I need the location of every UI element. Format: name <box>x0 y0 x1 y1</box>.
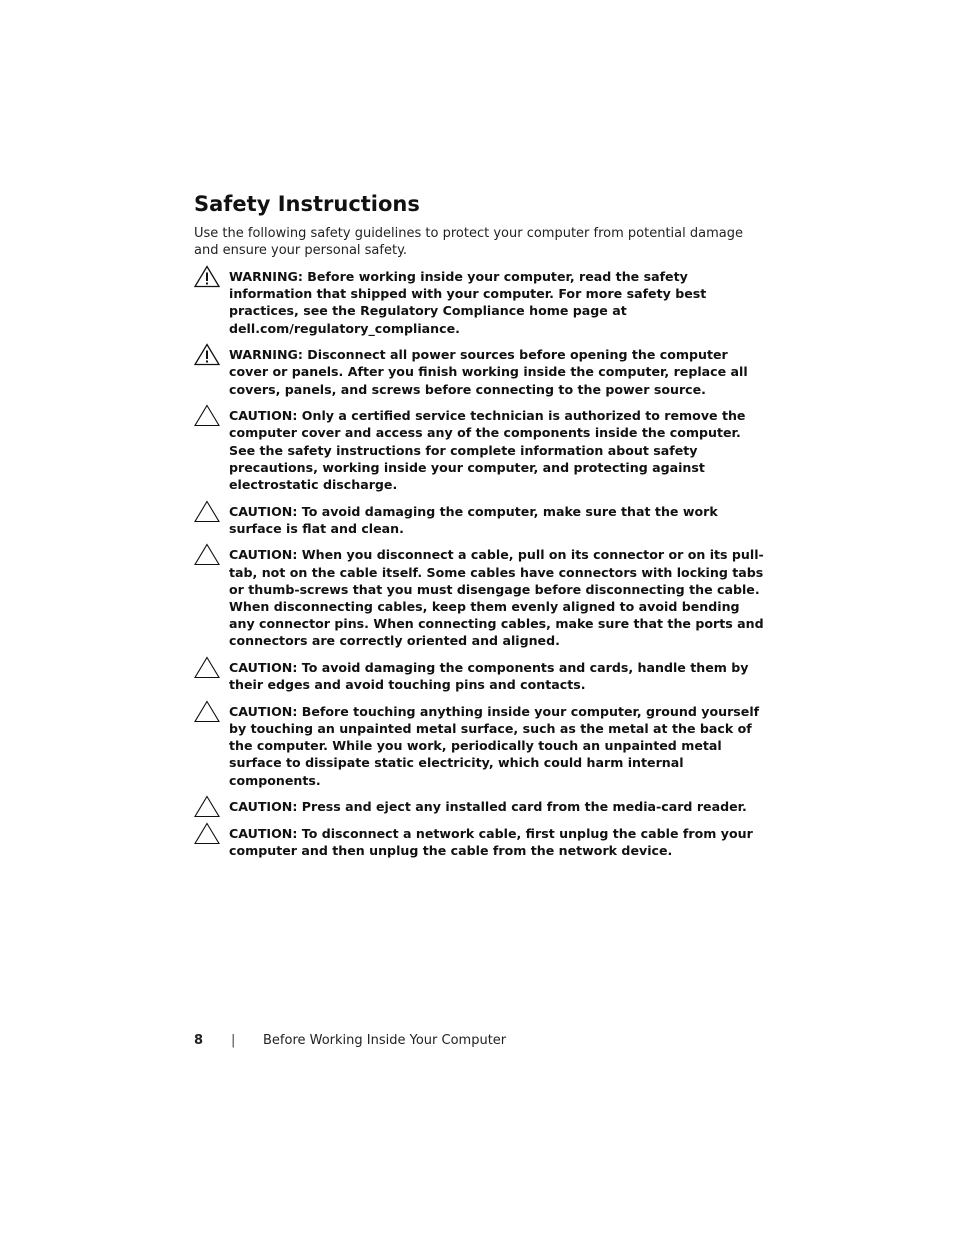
notice-text: CAUTION: Only a certified service technician is authorized to remove the computer cover and access any of the components inside the computer. See the safety instructions for complete information about safety precautions, working inside your computer, and protecting against electrostatic discharge. <box>229 408 746 493</box>
caution-notice <box>194 659 764 693</box>
caution-triangle-icon <box>194 795 220 818</box>
notice-text: CAUTION: To avoid damaging the components and cards, handle them by their edges and avoid touching pins and contacts. <box>229 660 749 693</box>
caution-notice <box>194 407 764 493</box>
notice-text: CAUTION: When you disconnect a cable, pull on its connector or on its pull-tab, not on the cable itself. Some cables have connectors with locking tabs or thumb-screws that you must disengage before disconnecting the cable. When disconnecting cables, keep them evenly aligned to avoid bending any connector pins. When connecting cables, make sure that the ports and connectors are correctly oriented and aligned. <box>229 547 764 649</box>
caution-notice <box>194 825 764 859</box>
notice-text: CAUTION: To disconnect a network cable, first unplug the cable from your computer and then unplug the cable from the network device. <box>229 825 753 859</box>
footer-section-title: Before Working Inside Your Computer <box>263 1033 507 1048</box>
warning-exclamation-icon <box>194 343 220 366</box>
footer-separator: | <box>231 1033 236 1048</box>
caution-notice <box>194 798 764 815</box>
caution-triangle-icon <box>194 543 220 566</box>
page-number: 8 <box>194 1033 204 1048</box>
caution-triangle-icon <box>194 822 220 845</box>
notice-text: WARNING: Disconnect all power sources before opening the computer cover or panels. After you finish working inside the computer, replace all covers, panels, and screws before connecting to the power source. <box>229 347 748 397</box>
notice-text: CAUTION: To avoid damaging the computer, make sure that the work surface is flat and clean. <box>229 503 718 536</box>
warning-notice <box>194 346 764 398</box>
caution-triangle-icon <box>194 700 220 723</box>
intro-paragraph: Use the following safety guidelines to protect your computer from potential damage and ensure your personal safety. <box>194 226 743 258</box>
notice-text: CAUTION: Press and eject any installed card from the media-card reader. <box>229 799 747 815</box>
notice-list <box>194 268 764 869</box>
caution-notice <box>194 703 764 789</box>
caution-triangle-icon <box>194 404 220 427</box>
notice-text: WARNING: Before working inside your computer, read the safety information that shipped with your computer. For more safety best practices, see the Regulatory Compliance home page at dell.com/regulatory_compliance. <box>229 269 707 336</box>
warning-notice <box>194 268 764 337</box>
page-title: Safety Instructions <box>194 192 420 216</box>
caution-triangle-icon <box>194 500 220 523</box>
notice-text: CAUTION: Before touching anything inside your computer, ground yourself by touching an unpainted metal surface, such as the metal at the back of the computer. While you work, periodically touch an unpainted metal surface to dissipate static electricity, which could harm internal components. <box>229 703 760 788</box>
caution-notice <box>194 546 764 649</box>
caution-notice <box>194 503 764 537</box>
warning-exclamation-icon <box>194 265 220 288</box>
caution-triangle-icon <box>194 656 220 679</box>
